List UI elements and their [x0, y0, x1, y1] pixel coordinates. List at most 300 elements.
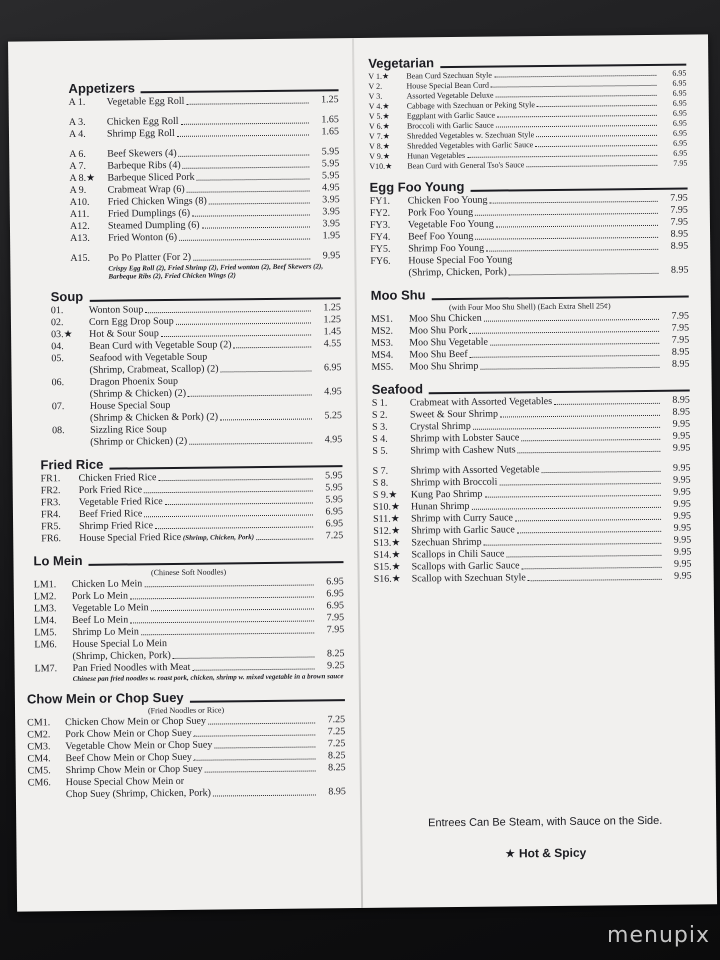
item-name: House Special Lo Mein	[72, 638, 168, 651]
item-name: Fried Chicken Wings (8)	[107, 195, 207, 208]
item-code: FY5.	[370, 243, 391, 255]
item-price: 6.95	[672, 78, 687, 88]
item-price: 1.95	[322, 230, 341, 242]
item-name: Chicken Fried Rice	[78, 472, 157, 484]
section-title: Seafood	[372, 379, 690, 398]
item-price: 8.95	[672, 394, 690, 406]
item-name-cont: (Shrimp & Chicken & Pork) (2)	[89, 411, 219, 424]
leader-dots	[469, 331, 659, 334]
item-code: A15.	[70, 252, 91, 265]
item-code: V 3.	[368, 91, 383, 101]
item-price: 6.95	[326, 588, 344, 600]
item-price: 9.95	[673, 486, 691, 498]
item-price: 6.95	[673, 148, 688, 158]
item-name-cont: (Shrimp, Crabmeat, Scallop) (2)	[89, 363, 219, 376]
item-price: 8.25	[326, 648, 345, 660]
item-price: 9.95	[672, 430, 691, 442]
leader-dots	[176, 323, 311, 325]
appetizers-section	[20, 78, 340, 281]
leader-dots	[484, 319, 659, 322]
item-price: 6.95	[672, 128, 688, 138]
moo-shu-section	[371, 285, 690, 374]
item-code: LM6.	[34, 639, 57, 651]
item-price: 9.95	[672, 462, 691, 474]
item-price: 6.95	[323, 362, 342, 374]
item-price: 4.55	[323, 338, 342, 350]
item-code: A 9.	[69, 184, 87, 197]
leader-dots	[173, 656, 315, 658]
section-title: Chow Mein or Chop Suey	[27, 688, 345, 707]
section-subtitle: (Chinese Soft Noodles)	[150, 567, 227, 578]
item-price: 1.25	[323, 302, 341, 314]
item-code: FY6.	[370, 255, 391, 267]
item-price: 9.95	[673, 558, 692, 570]
item-code: V 5.★	[368, 111, 390, 121]
item-name: House Special Foo Young	[408, 254, 513, 267]
item-price: 9.95	[673, 510, 692, 522]
item-name: Assorted Vegetable Deluxe	[406, 90, 494, 101]
item-name: Fried Dumplings (6)	[107, 207, 191, 220]
item-name: Vegetable Chow Mein or Chop Suey	[65, 739, 213, 753]
item-price: 5.95	[325, 482, 343, 494]
section-subtitle: (Fried Noodles or Rice)	[147, 705, 225, 716]
item-code: S13.★	[373, 537, 401, 549]
item-code: MS3.	[371, 337, 394, 349]
leader-dots	[484, 495, 660, 498]
item-name: Cabbage with Szechuan or Peking Style	[406, 100, 535, 111]
item-price: 4.95	[324, 434, 343, 446]
leader-dots	[480, 367, 659, 370]
item-price: 6.95	[672, 68, 687, 78]
leader-dots	[256, 538, 313, 540]
menu-page	[8, 34, 717, 911]
leader-dots	[194, 734, 316, 736]
item-name: Chicken Egg Roll	[106, 115, 179, 128]
chow-mein-section	[27, 688, 346, 801]
item-price: 7.95	[673, 158, 688, 168]
leader-dots	[499, 483, 660, 486]
leader-dots	[208, 722, 315, 724]
item-extra: (Shrimp, Chicken, Pork)	[181, 533, 255, 542]
leader-dots	[130, 596, 314, 599]
seafood-list-2	[372, 463, 691, 586]
leader-dots	[187, 191, 310, 193]
item-price: 8.95	[671, 346, 690, 358]
item-name: Moo Shu Chicken	[408, 312, 482, 325]
leader-dots	[193, 259, 310, 261]
leader-dots	[526, 165, 657, 167]
item-code: 01.	[50, 305, 64, 317]
item-price: 8.25	[327, 750, 346, 762]
item-code: FR3.	[40, 497, 61, 509]
watermark-logo: menupix	[607, 923, 710, 948]
item-name-cont: Chop Suey (Shrimp, Chicken, Pork)	[65, 787, 211, 801]
lo-mein-section	[25, 550, 344, 683]
item-code: S 5.	[372, 445, 388, 457]
item-price: 7.95	[670, 216, 689, 228]
item-price: 1.45	[323, 326, 342, 338]
leader-dots	[141, 632, 314, 635]
item-code: LM7.	[34, 663, 58, 675]
item-name: Shredded Vegetables w. Szechuan Style	[406, 130, 535, 141]
leader-dots	[535, 145, 657, 147]
section-title: Appetizers	[68, 78, 338, 97]
item-price: 9.95	[674, 570, 692, 582]
item-name: Beef Foo Young	[408, 230, 474, 243]
item-name: Shrimp with Curry Sauce	[410, 512, 514, 525]
item-name: Sweet & Sour Shrimp	[409, 408, 499, 421]
menu-item-cont	[28, 786, 346, 801]
item-name: Bean Curd Szechuan Style	[406, 70, 492, 81]
item-price: 5.95	[321, 146, 340, 158]
leader-dots	[194, 758, 316, 760]
item-name-cont: (Shrimp or Chicken) (2)	[90, 435, 188, 448]
item-code: A12.	[69, 220, 90, 233]
item-price: 6.95	[672, 118, 687, 128]
right-column	[368, 53, 692, 586]
item-code: A10.	[69, 196, 90, 209]
leader-dots	[522, 567, 662, 569]
item-price: 8.95	[670, 228, 689, 240]
left-column	[20, 78, 346, 801]
item-code: MS2.	[371, 325, 394, 337]
item-price: 7.25	[327, 738, 346, 750]
item-code: A 6.	[69, 148, 86, 161]
item-price: 6.95	[672, 88, 687, 98]
leader-dots	[213, 794, 316, 796]
leader-dots	[517, 531, 661, 534]
item-code: CM1.	[27, 717, 51, 729]
item-price: 5.95	[325, 470, 343, 482]
lo-mein-list	[34, 576, 345, 683]
leader-dots	[515, 519, 661, 522]
item-price: 9.95	[322, 250, 341, 262]
leader-dots	[234, 347, 312, 349]
section-title: Vegetarian	[368, 53, 686, 72]
item-code: 06.	[51, 377, 65, 389]
item-code: A 3.	[68, 116, 86, 129]
leader-dots	[536, 135, 657, 137]
item-name: Chicken Chow Mein or Chop Suey	[65, 715, 207, 729]
item-price: 8.25	[328, 762, 346, 774]
item-price: 9.95	[673, 534, 692, 546]
leader-dots	[500, 415, 660, 418]
item-name: Bean Curd with General Tso's Sauce	[407, 160, 525, 171]
leader-dots	[188, 395, 312, 397]
item-price: 9.95	[673, 522, 692, 534]
item-code: A 4.	[68, 128, 86, 141]
item-name: Barbeque Ribs (4)	[107, 159, 181, 172]
item-code: S14.★	[373, 549, 401, 561]
item-name: Pork Chow Mein or Chop Suey	[65, 727, 192, 741]
item-name: Corn Egg Drop Soup	[88, 315, 174, 328]
item-name: Chicken Lo Mein	[71, 578, 143, 591]
egg-foo-young-section	[369, 177, 688, 280]
item-code: S 2.	[371, 409, 388, 421]
leader-dots	[518, 451, 661, 453]
item-name: Pork Fried Rice	[78, 484, 143, 496]
item-price: 7.25	[325, 530, 344, 542]
item-name: Beef Lo Mein	[72, 614, 129, 627]
item-code: FR6.	[41, 533, 62, 545]
item-code: S15.★	[373, 561, 401, 573]
item-price: 6.95	[672, 108, 687, 118]
leader-dots	[528, 579, 662, 581]
item-price: 4.95	[324, 386, 342, 398]
item-name: Szechuan Shrimp	[411, 536, 482, 549]
seafood-section	[372, 379, 692, 586]
item-code: MS4.	[371, 349, 394, 361]
item-price: 6.95	[326, 576, 344, 588]
item-name: Crystal Shrimp	[410, 420, 471, 433]
item-name: Pork Foo Young	[407, 206, 474, 219]
item-code: FY2.	[369, 207, 391, 219]
item-name: Shrimp with Garlic Sauce	[411, 524, 515, 537]
leader-dots	[486, 249, 658, 252]
leader-dots	[490, 343, 659, 346]
item-price: 8.95	[670, 240, 689, 252]
item-name: Chicken Foo Young	[407, 194, 488, 207]
leader-dots	[489, 201, 657, 204]
section-title: Soup	[51, 286, 341, 305]
item-name: Shrimp Foo Young	[408, 242, 485, 255]
item-name: Shrimp Egg Roll	[106, 127, 175, 140]
item-code: CM4.	[27, 753, 51, 765]
seafood-list	[372, 395, 691, 458]
item-code: 08.	[52, 425, 65, 437]
soup-list	[51, 302, 342, 449]
item-code: 04.	[51, 341, 64, 353]
leader-dots	[221, 371, 312, 373]
leader-dots	[151, 608, 314, 611]
item-code: LM5.	[34, 627, 57, 639]
item-code: LM4.	[34, 615, 57, 627]
item-price: 7.95	[326, 624, 345, 636]
item-code: S 9.★	[372, 489, 398, 501]
item-code: MS1.	[370, 313, 393, 325]
item-name: Hunan Shrimp	[410, 500, 470, 513]
section-title: Lo Mein	[33, 550, 343, 569]
item-name-cont: (Shrimp, Chicken, Pork)	[408, 266, 507, 279]
item-name: Sizzling Rice Soup	[90, 424, 167, 436]
item-code: S 4.	[372, 433, 388, 445]
item-code: V10.★	[369, 161, 393, 171]
leader-dots	[158, 478, 312, 481]
leader-dots	[554, 403, 660, 405]
item-name: Moo Shu Vegetable	[409, 336, 488, 349]
leader-dots	[467, 155, 657, 158]
leader-dots	[209, 203, 310, 205]
item-price: 3.95	[322, 194, 340, 206]
item-name: Kung Pao Shrimp	[410, 488, 483, 501]
leader-dots	[177, 135, 309, 137]
item-price: 7.25	[327, 726, 346, 738]
item-name: Vegetable Lo Mein	[71, 602, 149, 615]
leader-dots	[475, 213, 658, 216]
item-name: Broccoli with Garlic Sauce	[406, 120, 494, 131]
item-price: 5.95	[325, 494, 343, 506]
leader-dots	[220, 419, 312, 421]
item-name: Crabmeat with Assorted Vegetables	[409, 395, 553, 409]
item-price: 7.95	[671, 322, 690, 334]
item-code: V 6.★	[368, 121, 390, 131]
item-name: Moo Shu Pork	[409, 324, 468, 337]
item-price: 1.65	[321, 126, 340, 138]
leader-dots	[542, 471, 661, 473]
item-code: FY3.	[369, 219, 391, 231]
item-name: Scallops with Garlic Sauce	[411, 560, 520, 573]
item-name: Crabmeat Wrap (6)	[107, 183, 185, 196]
item-code: A 8.★	[69, 172, 96, 185]
hot-spicy-legend: ★ Hot & Spicy	[504, 845, 587, 861]
leader-dots	[144, 584, 313, 587]
item-name: Moo Shu Shrimp	[409, 360, 479, 373]
item-name: Scallops in Chili Sauce	[411, 548, 505, 561]
item-code: V 8.★	[369, 141, 390, 151]
leader-dots	[496, 125, 657, 128]
leader-dots	[202, 227, 310, 229]
item-name: House Special Bean Curd	[406, 80, 489, 91]
leader-dots	[165, 502, 313, 505]
leader-dots	[496, 95, 657, 98]
leader-dots	[179, 239, 310, 241]
item-code: CM2.	[27, 729, 51, 741]
item-code: CM6.	[27, 777, 51, 789]
item-note: Crispy Egg Roll (2), Fried Shrimp (2), Fried wonton (2), Beef Skewers (2), Barbeque Ribs (2), Fried Chicken Wings (2)	[108, 262, 324, 281]
item-price: 9.95	[673, 546, 692, 558]
item-price: 8.95	[671, 358, 690, 370]
leader-dots	[470, 355, 660, 358]
item-name: Shrimp with Broccoli	[410, 476, 498, 489]
leader-dots	[205, 770, 316, 772]
item-code: CM5.	[27, 765, 51, 777]
item-name: Hot & Sour Soup	[89, 328, 159, 340]
section-title: Egg Foo Young	[369, 177, 687, 196]
item-code: V 4.★	[368, 101, 390, 111]
item-name: Beef Skewers (4)	[107, 147, 177, 160]
item-name: House Special Soup	[89, 399, 171, 412]
vegetarian-section	[368, 53, 687, 172]
item-code: A11.	[69, 208, 90, 221]
item-name: Steamed Dumpling (6)	[107, 219, 200, 232]
item-name: Pan Fried Noodles with Meat	[72, 661, 191, 675]
item-code: FR5.	[41, 521, 61, 533]
leader-dots	[484, 543, 662, 546]
item-code: S 1.	[371, 397, 388, 409]
menu-item	[374, 571, 692, 586]
item-code: V 2.	[368, 81, 383, 91]
item-note: Chinese pan fried noodles w. roast pork, chicken, shrimp w. mixed vegetable in a brown sauce	[72, 672, 344, 684]
item-code: V 7.★	[368, 131, 390, 141]
item-name: Vegetable Fried Rice	[78, 496, 163, 508]
item-name: Shrimp Chow Mein or Chop Suey	[65, 763, 203, 777]
leader-dots	[144, 490, 313, 493]
item-price: 6.95	[672, 98, 687, 108]
item-code: 03.★	[51, 329, 73, 341]
leader-dots	[155, 526, 313, 529]
item-code: S10.★	[372, 501, 401, 513]
item-name: Moo Shu Beef	[409, 348, 468, 361]
leader-dots	[496, 225, 658, 228]
appetizers-list	[69, 94, 341, 281]
leader-dots	[179, 155, 310, 157]
item-price: 6.95	[325, 506, 344, 518]
item-name-cont: (Shrimp, Chicken, Pork)	[72, 649, 171, 663]
item-name: Bean Curd with Vegetable Soup (2)	[89, 339, 232, 352]
item-code: LM2.	[33, 591, 57, 603]
item-name: Vegetable Egg Roll	[106, 95, 185, 108]
item-code: FR1.	[40, 473, 61, 485]
item-name-cont: (Shrimp & Chicken) (2)	[89, 387, 187, 400]
item-price: 6.95	[673, 138, 688, 148]
leader-dots	[537, 105, 657, 107]
item-code: CM3.	[27, 741, 51, 753]
item-price: 1.25	[323, 314, 342, 326]
section-subtitle: (with Four Moo Shu Shell) (Each Extra Shell 25¢)	[448, 301, 611, 313]
item-name: Beef Fried Rice	[78, 508, 143, 520]
chow-mein-list	[27, 714, 346, 801]
fried-rice-list	[41, 470, 344, 545]
item-code: 07.	[51, 401, 65, 413]
vegetarian-list	[368, 69, 687, 172]
item-price: 9.95	[672, 442, 691, 454]
item-name: Shrimp with Assorted Vegetable	[410, 464, 540, 477]
leader-dots	[186, 103, 308, 105]
item-code: V 1.★	[368, 71, 390, 81]
item-code: FR4.	[40, 509, 61, 521]
item-name: House Special Fried Rice (Shrimp, Chicken, Pork)	[79, 531, 255, 544]
item-name: Dragon Phoenix Soup	[89, 375, 178, 388]
soup-section	[23, 286, 343, 449]
item-price: 5.95	[321, 158, 340, 170]
leader-dots	[494, 75, 656, 78]
egg-foo-young-list	[370, 193, 689, 280]
item-code: FY4.	[370, 231, 391, 243]
item-name: House Special Chow Mein or	[65, 775, 185, 789]
item-code: S16.★	[373, 573, 401, 585]
item-name: Eggplant with Garlic Sauce	[406, 110, 496, 121]
item-code: S 3.	[372, 421, 388, 433]
item-name: Beef Chow Mein or Chop Suey	[65, 751, 192, 765]
item-name: Seafood with Vegetable Soup	[89, 351, 208, 364]
leader-dots	[491, 85, 657, 88]
item-price: 8.95	[328, 786, 346, 798]
item-code: S12.★	[373, 525, 401, 537]
item-name: Shrimp Fried Rice	[79, 520, 154, 532]
steam-note: Entrees Can Be Steam, with Sauce on the Side.	[428, 814, 663, 830]
section-title: Fried Rice	[40, 454, 342, 473]
leader-dots	[161, 335, 311, 338]
leader-dots	[144, 514, 313, 517]
item-price: 1.25	[321, 94, 339, 106]
item-name: Scallop with Szechuan Style	[411, 572, 526, 585]
item-name: Shrimp with Lobster Sauce	[410, 432, 520, 445]
leader-dots	[183, 167, 310, 169]
item-code: S 7.	[372, 465, 389, 477]
leader-dots	[197, 179, 310, 181]
item-price: 7.95	[326, 612, 345, 624]
leader-dots	[473, 427, 660, 430]
item-price: 6.95	[326, 600, 345, 612]
leader-dots	[192, 215, 310, 217]
item-name: Hunan Vegetables	[407, 150, 466, 161]
leader-dots	[189, 443, 312, 445]
item-code: 02.	[50, 317, 64, 329]
item-code: MS5.	[371, 361, 394, 373]
item-name: Barbeque Sliced Pork	[107, 171, 195, 184]
leader-dots	[214, 746, 315, 748]
item-price: 8.95	[672, 406, 690, 418]
